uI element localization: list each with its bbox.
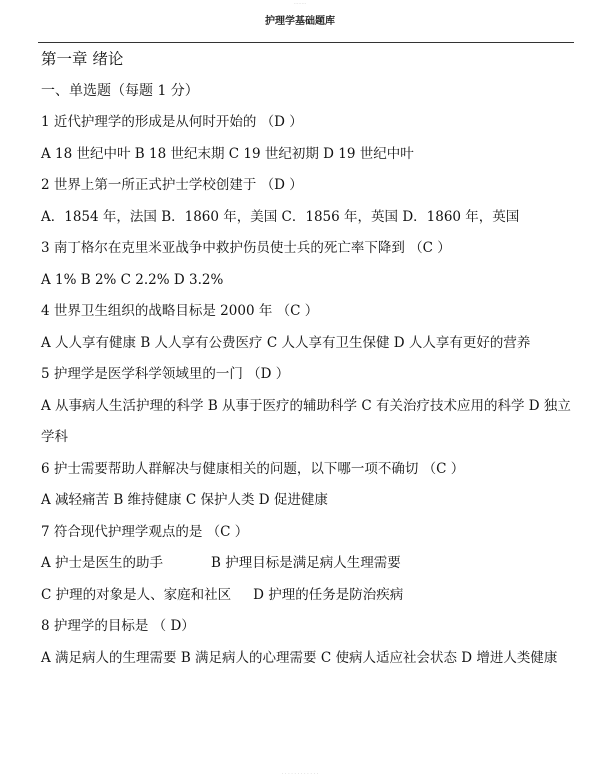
question-stem: 3 南丁格尔在克里米亚战争中救护伤员使士兵的死亡率下降到 （C ） bbox=[41, 240, 451, 256]
option-a: A 护士是医生的助手 bbox=[41, 555, 164, 571]
question-options: A 从事病人生活护理的科学 B 从事于医疗的辅助科学 C 有关治疗技术应用的科学 D 独立学科 bbox=[41, 397, 571, 445]
question-stem: 8 护理学的目标是 （ D） bbox=[41, 618, 195, 634]
document-body bbox=[41, 44, 576, 674]
question-options: A 减轻痛苦 B 维持健康 C 保护人类 D 促进健康 bbox=[41, 492, 328, 508]
question-stem: 4 世界卫生组织的战略目标是 2000 年 （C ） bbox=[41, 303, 319, 319]
question-stem: 6 护士需要帮助人群解决与健康相关的问题，以下哪一项不确切 （C ） bbox=[41, 460, 465, 477]
question-stem: 7 符合现代护理学观点的是 （C ） bbox=[41, 523, 249, 540]
question-options: A 满足病人的生理需要 B 满足病人的心理需要 C 使病人适应社会状态 D 增进人类健康 bbox=[41, 649, 558, 666]
question-options: A．1854 年，法国 B．1860 年，美国 C．1856 年，英国 D．1860 年，英国 bbox=[41, 208, 520, 225]
option-d: D 护理的任务是防治疾病 bbox=[253, 586, 404, 603]
option-c: C 护理的对象是人、家庭和社区 bbox=[41, 586, 232, 603]
chapter-heading: 第一章 绪论 bbox=[41, 50, 124, 68]
page-footer: · · · · · · · · · · · · bbox=[281, 771, 319, 777]
section-heading: 一、单选题（每题 1 分） bbox=[41, 82, 199, 99]
question-options-row bbox=[41, 580, 576, 612]
header-divider bbox=[38, 42, 574, 43]
question-options-row bbox=[41, 548, 576, 580]
option-b: B 护理目标是满足病人生理需要 bbox=[211, 555, 401, 571]
question-stem: 1 近代护理学的形成是从何时开始的 （D ） bbox=[41, 114, 303, 130]
question-stem: 2 世界上第一所正式护士学校创建于 （D ） bbox=[41, 177, 303, 193]
question-stem: 5 护理学是医学科学领域里的一门 （D ） bbox=[41, 366, 290, 382]
document-header-title: 护理学基础题库 bbox=[265, 16, 335, 27]
question-options: A 18 世纪中叶 B 18 世纪末期 C 19 世纪初期 D 19 世纪中叶 bbox=[41, 145, 414, 162]
question-options: A 人人享有健康 B 人人享有公费医疗 C 人人享有卫生保健 D 人人享有更好的营养 bbox=[41, 334, 531, 351]
top-watermark: ········ bbox=[293, 1, 307, 7]
question-options: A 1% B 2% C 2.2% D 3.2% bbox=[41, 271, 224, 288]
